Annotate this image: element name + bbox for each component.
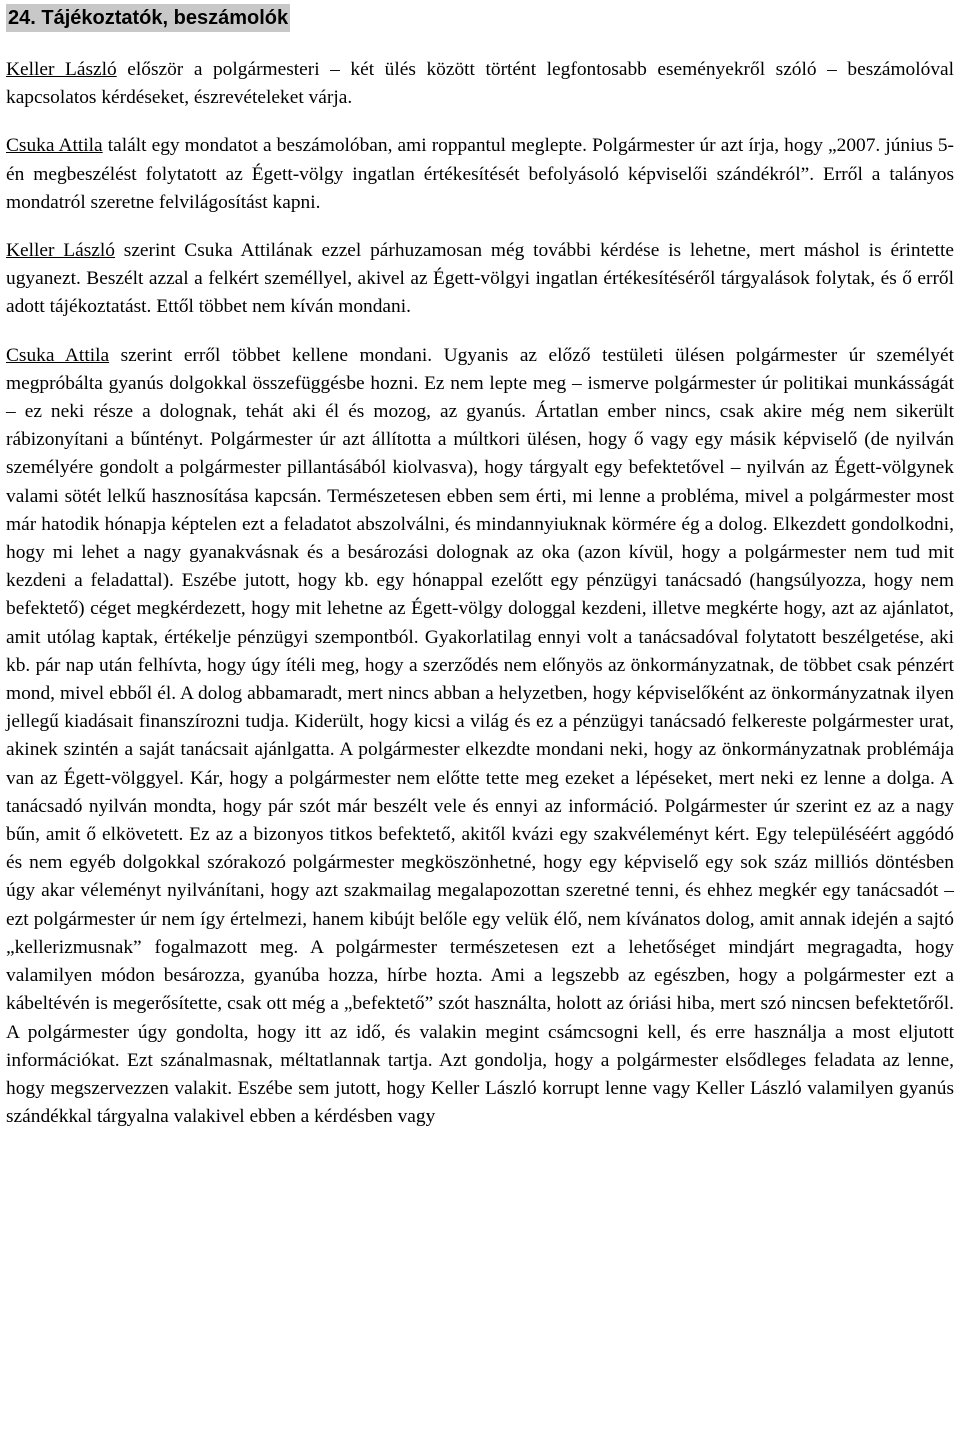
- paragraph-text: szerint Csuka Attilának ezzel párhuzamosan még további kérdése is lehetne, mert máshol is érintette ugyanezt. Beszélt azzal a felkért személlyel, akivel az Égett-völgyi ingatlan értékesítéséről tárgyalások folytak, és ő erről adott tájékoztatást. Ettől többet nem kíván mondani.: [6, 240, 954, 318]
- speaker-name: Csuka Attila: [6, 135, 103, 157]
- document-page: [6, 4, 954, 1151]
- speaker-name: Keller László: [6, 59, 117, 80]
- paragraph: [6, 132, 954, 217]
- paragraph: [6, 237, 954, 322]
- speaker-name: Keller László: [6, 240, 115, 262]
- paragraph-text: talált egy mondatot a beszámolóban, ami roppantul meglepte. Polgármester úr azt írja, hogy „2007. június 5-én megbeszélést folytatott az Égett-völgy ingatlan értékesítését befolyásoló képviselői szándékról”. Erről a talányos mondatról szeretne felvilágosítást kapni.: [6, 135, 954, 213]
- section-heading: 24. Tájékoztatók, beszámolók: [6, 4, 290, 32]
- paragraph-text: először a polgármesteri – két ülés között történt legfontosabb eseményekről szóló – beszámolóval kapcsolatos kérdéseket, észrevételeket várja.: [6, 59, 955, 109]
- speaker-name: Csuka Attila: [6, 344, 110, 366]
- paragraph-text: szerint erről többet kellene mondani. Ugyanis az előző testületi ülésen polgármester úr személyét megpróbálta gyanús dolgokkal összefüggésbe hozni. Ez nem lepte meg – ismerve polgármester úr politikai munkásságát – ez neki része a dolognak, tehát aki él és mozog, az gyanús. Ártatlan ember nincs, csak akire még nem sikerült rábizonyítani a bűntényt. Polgármester úr azt állította a múltkori ülésen, hogy ő vagy egy másik képviselő (de nyilván személyére gondolt a polgármester pillantásából kiolvasva), hogy tárgyalt egy befektetővel – nyilván az Égett-völgynek valami sötét lelkű hasznosítása kapcsán. Természetesen ebben sem érti, mi lenne a probléma, mivel a polgármester most már hatodik hónapja képtelen ezt a feladatot abszolválni, és mindannyiuknak körmére ég a dolog. Elkezdett gondolkodni, hogy mi lehet a nagy gyanakvásnak és a besározási dolognak az oka (azon kívül, hogy a polgármester nem tud mit kezdeni a feladattal). Eszébe jutott, hogy kb. egy hónappal ezelőtt egy pénzügyi tanácsadó (hangsúlyozza, hogy nem befektető) céget megkérdezett, hogy mit lehetne az Égett-völgy dologgal kezdeni, illetve megkérte hogy, azt az ajánlatot, amit utólag kaptak, értékelje pénzügyi szempontból. Gyakorlatilag ennyi volt a tanácsadóval folytatott beszélgetése, aki kb. pár nap után felhívta, hogy úgy ítéli meg, hogy a szerződés nem előnyös az önkormányzatnak, de többet csak pénzért mond, mivel ebből él. A dolog abbamaradt, mert nincs abban a helyzetben, hogy képviselőként az önkormányzatnak ilyen jellegű kiadásait finanszírozni tudja. Kiderült, hogy kicsi a világ és ez a pénzügyi tanácsadó felkereste polgármester urat, akinek szintén a saját tanácsait ajánlgatta. A polgármester elkezdte mondani neki, hogy az önkormányzatnak problémája van az Égett-völggyel. Kár, hogy a polgármester nem előtte tette meg ezeket a lépéseket, mert neki ez lenne a dolga. A tanácsadó nyilván mondta, hogy pár szót már beszélt vele és ennyi az információ. Polgármester úr szerint ez az a nagy bűn, amit ő elkövetett. Ez az a bizonyos titkos befektető, akitől kvázi egy szakvéleményt kért. Egy településéért aggódó és nem egyéb dolgokkal szórakozó polgármester megköszönhetné, hogy egy képviselő egy sok száz milliós döntésben úgy akar véleményt nyilvánítani, hogy azt szakmailag megalapozottan szeretné tenni, és ehhez megkér egy tanácsadót – ezt polgármester úr nem így értelmezi, hanem kibújt belőle egy velük élő, nem kívánatos dolog, amit annak idején a sajtó „kellerizmusnak” fogalmazott meg. A polgármester természetesen ezt a lehetőséget mindjárt megragadta, hogy valamilyen módon besározza, gyanúba hozza, hírbe hozta. Ami a legszebb az egészben, hogy a polgármester ezt a kábeltévén is megerősítette, csak ott még a „befektető” szót használta, holott az óriási hiba, mert szó nincsen befektetőről. A polgármester úgy gondolta, hogy itt az idő, és valakin megint csámcsogni kell, és erre használja a most eljutott információkat. Ezt szánalmasnak, méltatlannak tartja. Azt gondolja, hogy a polgármester elsődleges feladata az lenne, hogy megszervezzen valakit. Eszébe sem jutott, hogy Keller László korrupt lenne vagy Keller László valamilyen gyanús szándékkal tárgyalna valakivel ebben a kérdésben vagy: [6, 344, 954, 1128]
- paragraph: [6, 342, 954, 1132]
- paragraph: [6, 56, 954, 112]
